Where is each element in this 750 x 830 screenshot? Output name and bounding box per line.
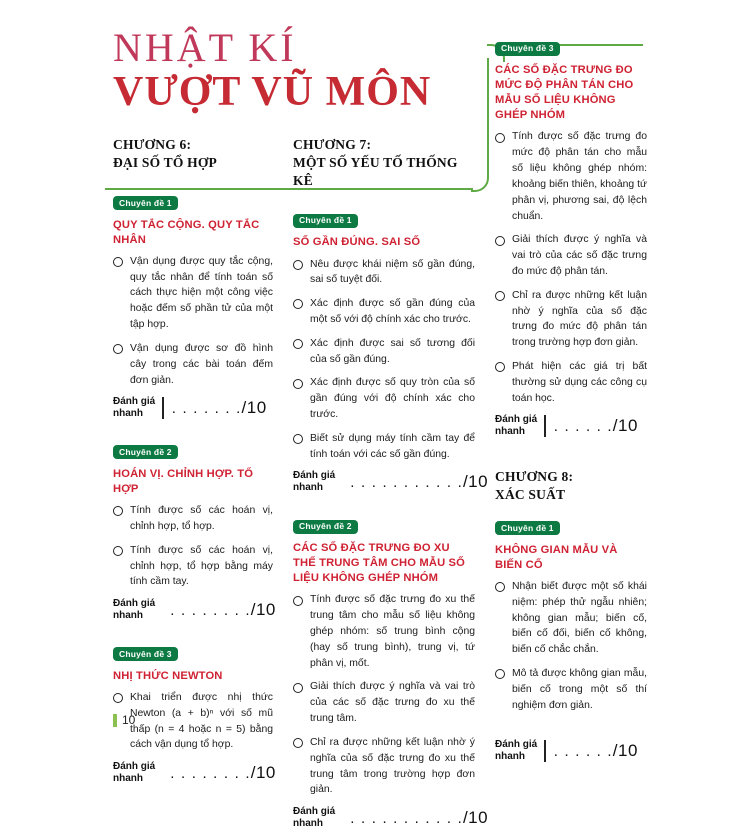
chapter-7-line-1: CHƯƠNG 7:	[293, 137, 372, 152]
score-box[interactable]	[495, 739, 647, 763]
chapter-8-line-2: XÁC SUẤT	[495, 486, 566, 502]
score-dots: . . . . . . . . . . .	[350, 809, 463, 827]
score-label-line-2: nhanh	[293, 817, 323, 829]
score-label-line-2: nhanh	[293, 482, 323, 494]
objective-item: Mô tả được không gian mẫu, biến cố trong một số thí nghiệm đơn giản.	[495, 666, 647, 713]
topic-title: SỐ GẦN ĐÚNG. SAI SỐ	[293, 236, 421, 249]
score-label	[495, 414, 544, 438]
column-chapter-8	[495, 38, 647, 763]
objective-item: Vận dụng được quy tắc cộng, quy tắc nhân để tính toán số cách thực hiện một công việc hoặc đếm số phần tử của một tập hợp.	[113, 254, 273, 333]
topic-title: KHÔNG GIAN MẪU VÀ BIẾN CỐ	[495, 543, 618, 571]
score-label-line-1: Đánh giá	[293, 470, 336, 482]
score-label-line-1: Đánh giá	[113, 598, 156, 610]
score-value[interactable]	[164, 398, 267, 418]
score-value[interactable]	[162, 763, 276, 783]
topic-badge: Chuyên đề 3	[495, 42, 560, 56]
topic-block	[293, 210, 489, 494]
topic-block	[113, 193, 273, 420]
objective-item: Xác định được số quy tròn của số gần đúng với độ chính xác cho trước.	[293, 375, 475, 422]
topic-title: CÁC SỐ ĐẶC TRƯNG ĐO MỨC ĐỘ PHÂN TÁN CHO MẪU SỐ LIỆU KHÔNG GHÉP NHÓM	[495, 64, 634, 122]
column-chapter-6	[113, 136, 276, 785]
score-dots: . . . . . . . .	[170, 602, 251, 620]
score-label-line-1: Đánh giá	[293, 806, 336, 818]
page-tick-icon	[113, 714, 117, 727]
topic-block	[113, 442, 276, 622]
score-label	[495, 739, 544, 763]
score-box[interactable]	[293, 470, 489, 494]
score-label-line-2: nhanh	[113, 772, 143, 784]
objective-item: Biết sử dụng máy tính cầm tay để tính toán với các số gần đúng.	[293, 431, 475, 463]
topic-badge: Chuyên đề 1	[293, 214, 358, 228]
score-value[interactable]	[162, 600, 276, 620]
masthead-line-1: NHẬT KÍ	[113, 25, 297, 70]
masthead-line-2: VƯỢT VŨ MÔN	[113, 69, 432, 115]
score-box[interactable]	[113, 761, 276, 785]
score-dots: . . . . . .	[553, 743, 613, 761]
topic-badge: Chuyên đề 1	[113, 196, 178, 210]
objective-item: Chỉ ra được những kết luận nhờ ý nghĩa của số đặc trưng đo xu thế trung tâm trong trường hợp đơn giản.	[293, 735, 475, 798]
score-label	[113, 598, 162, 622]
objective-item: Tính được số các hoán vị, chỉnh hợp, tổ hợp.	[113, 503, 273, 535]
topic-title: CÁC SỐ ĐẶC TRƯNG ĐO XU THẾ TRUNG TÂM CHO MẪU SỐ LIỆU KHÔNG GHÉP NHÓM	[293, 542, 466, 585]
score-label-line-2: nhanh	[495, 751, 525, 763]
topic-badge: Chuyên đề 2	[113, 445, 178, 459]
score-label	[293, 806, 342, 830]
rule-vertical-divider	[487, 58, 489, 176]
score-value[interactable]	[546, 416, 638, 436]
objective-item: Tính được số đặc trưng đo mức độ phân tán cho mẫu số liệu không ghép nhóm: khoảng biến thiên, khoảng tứ phân vị, phương sai, độ lệch chuẩn.	[495, 129, 647, 224]
objective-item: Nhận biết được một số khái niệm: phép thử ngẫu nhiên; không gian mẫu; biến cố, biến cố đối, biến cố không, biến cố chắc chắn.	[495, 579, 647, 658]
score-max: /10	[612, 416, 638, 436]
objective-item: Xác định được số gần đúng của một số với độ chính xác cho trước.	[293, 296, 475, 328]
objective-item: Tính được số các hoán vị, chỉnh hợp, tổ hợp bằng máy tính cầm tay.	[113, 543, 273, 590]
topic-block	[113, 644, 276, 785]
score-label-line-1: Đánh giá	[113, 396, 156, 408]
topic-title: HOÁN VỊ. CHỈNH HỢP. TỔ HỢP	[113, 467, 254, 496]
topic-title: NHỊ THỨC NEWTON	[113, 669, 223, 682]
topic-badge: Chuyên đề 2	[293, 520, 358, 534]
score-box[interactable]	[113, 598, 276, 622]
score-label	[113, 396, 162, 420]
topic-block	[495, 38, 647, 438]
masthead	[113, 25, 463, 115]
column-chapter-7	[293, 136, 489, 830]
objective-item: Khai triển được nhị thức Newton (a + b)ⁿ với số mũ thấp (n = 4 hoặc n = 5) bằng cách vận dụng tổ hợp.	[113, 690, 273, 753]
score-label-line-2: nhanh	[495, 426, 525, 438]
topic-badge: Chuyên đề 1	[495, 521, 560, 535]
score-label-line-2: nhanh	[113, 408, 143, 420]
objective-item: Xác định được sai số tương đối của số gần đúng.	[293, 336, 475, 368]
chapter-8-line-1: CHƯƠNG 8:	[495, 469, 574, 485]
page-number-value: 10	[122, 713, 136, 727]
chapter-8-heading	[495, 468, 647, 504]
score-max: /10	[612, 741, 638, 761]
topic-badge: Chuyên đề 3	[113, 647, 178, 661]
score-label-line-1: Đánh giá	[113, 761, 156, 773]
score-dots: . . . . . . .	[171, 400, 242, 418]
objective-item: Nêu được khái niệm số gần đúng, sai số tuyệt đối.	[293, 257, 475, 289]
chapter-7-heading	[293, 136, 475, 189]
score-value[interactable]	[546, 741, 638, 761]
score-max: /10	[250, 762, 276, 782]
score-label-line-2: nhanh	[113, 610, 143, 622]
chapter-6-line-1: CHƯƠNG 6:	[113, 137, 192, 152]
objective-item: Giải thích được ý nghĩa và vai trò của các số đặc trưng đo xu thế trung tâm.	[293, 679, 475, 726]
score-label	[293, 470, 342, 494]
objective-item: Giải thích được ý nghĩa và vai trò của các số đặc trưng đo mức độ phân tán.	[495, 232, 647, 279]
score-dots: . . . . . .	[553, 418, 613, 436]
score-max: /10	[250, 600, 276, 620]
chapter-6-heading	[113, 136, 273, 172]
score-label-line-1: Đánh giá	[495, 414, 538, 426]
chapter-7-line-2: MỘT SỐ YẾU TỐ THỐNG KÊ	[293, 154, 458, 188]
topic-block	[293, 516, 489, 830]
objective-item: Vận dụng được sơ đồ hình cây trong các bài toán đếm đơn giản.	[113, 341, 273, 388]
score-value[interactable]	[342, 808, 488, 828]
score-max: /10	[462, 807, 489, 827]
objective-item: Phát hiện các giá trị bất thường sử dụng các công cụ toán học.	[495, 359, 647, 406]
score-dots: . . . . . . . .	[170, 764, 251, 782]
score-max: /10	[462, 472, 489, 492]
chapter-6-line-2: ĐẠI SỐ TỔ HỢP	[113, 154, 217, 170]
topic-block	[495, 518, 647, 763]
topic-title: QUY TẮC CỘNG. QUY TẮC NHÂN	[113, 218, 260, 246]
score-box[interactable]	[293, 806, 489, 830]
objective-item: Tính được số đặc trưng đo xu thế trung tâm cho mẫu số liệu không ghép nhóm: số trung bình cộng (hay số trung bình), trung vị, tứ phân vị, mốt.	[293, 592, 475, 671]
score-label	[113, 761, 162, 785]
score-max: /10	[241, 398, 267, 418]
score-value[interactable]	[342, 472, 488, 492]
objective-item: Chỉ ra được những kết luận nhờ ý nghĩa của số đặc trưng đo mức độ phân tán trong trường hợp đơn giản.	[495, 288, 647, 351]
score-box[interactable]	[495, 414, 647, 438]
page-number	[113, 713, 135, 727]
score-label-line-1: Đánh giá	[495, 739, 538, 751]
score-box[interactable]	[113, 396, 273, 420]
score-dots: . . . . . . . . . . .	[350, 474, 463, 492]
